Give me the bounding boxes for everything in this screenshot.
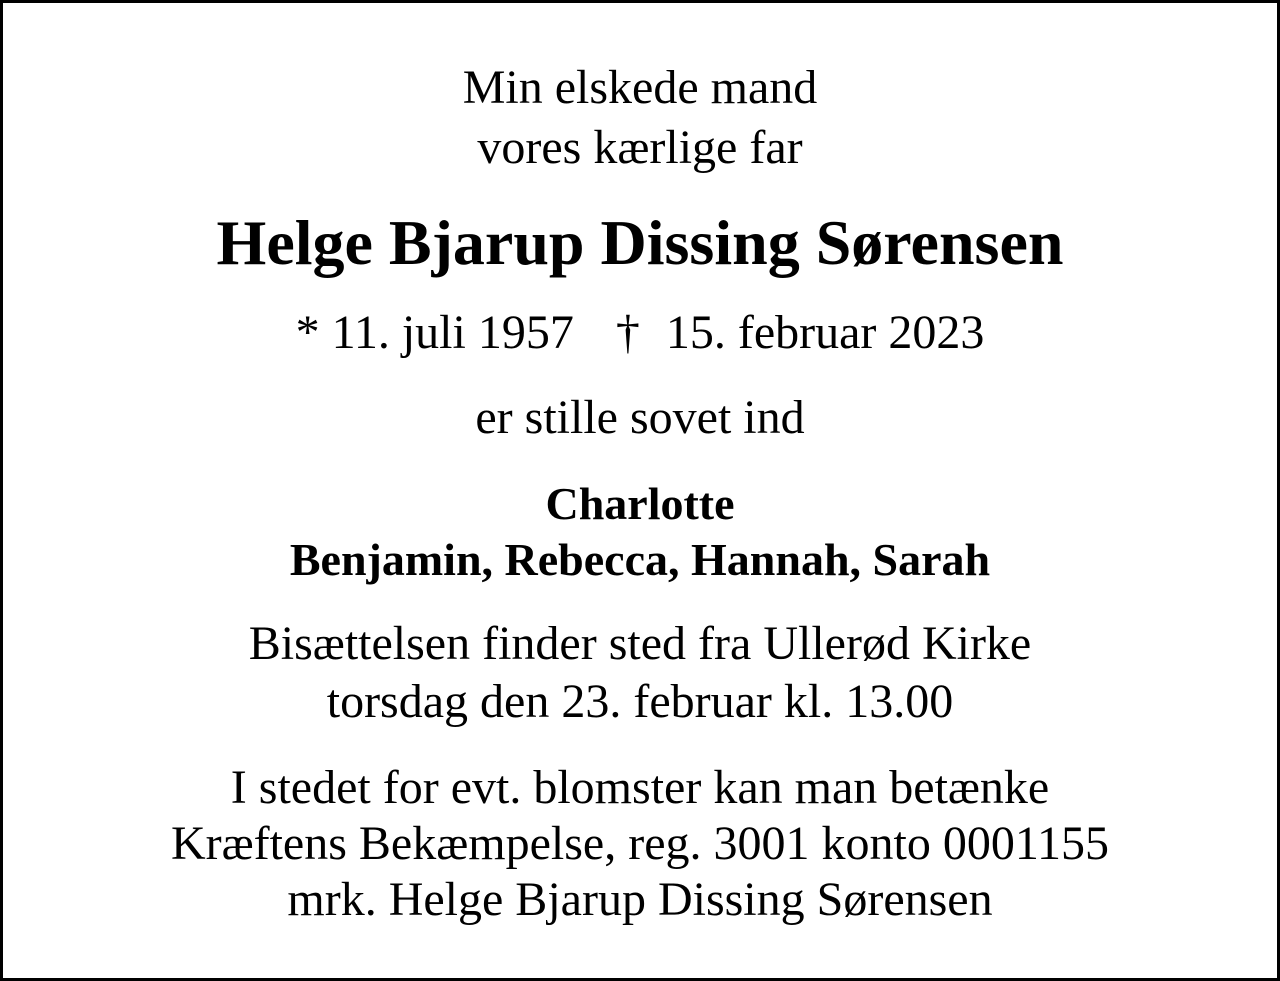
donation-line-3: mrk. Helge Bjarup Dissing Sørensen [287, 873, 993, 926]
service-line-2: torsdag den 23. februar kl. 13.00 [326, 675, 954, 728]
passing-text: er stille sovet ind [475, 391, 805, 444]
death-date: 15. februar 2023 [665, 306, 985, 359]
life-dates [3, 306, 1277, 359]
death-symbol: † [615, 306, 640, 359]
deceased-name: Helge Bjarup Dissing Sørensen [216, 207, 1064, 278]
service-line-1: Bisættelsen finder sted fra Ullerød Kirke [248, 617, 1032, 670]
family-line-2: Benjamin, Rebecca, Hannah, Sarah [289, 534, 991, 585]
intro-line-1: Min elskede mand [462, 61, 818, 114]
donation-line-1: I stedet for evt. blomster kan man betænke [230, 761, 1050, 814]
donation-line-2: Kræftens Bekæmpelse, reg. 3001 konto 0001155 [170, 817, 1110, 870]
birth-symbol: * [295, 306, 320, 359]
birth-date: 11. juli 1957 [331, 306, 574, 359]
family-line-1: Charlotte [545, 478, 735, 529]
intro-line-2: vores kærlige far [477, 121, 803, 174]
